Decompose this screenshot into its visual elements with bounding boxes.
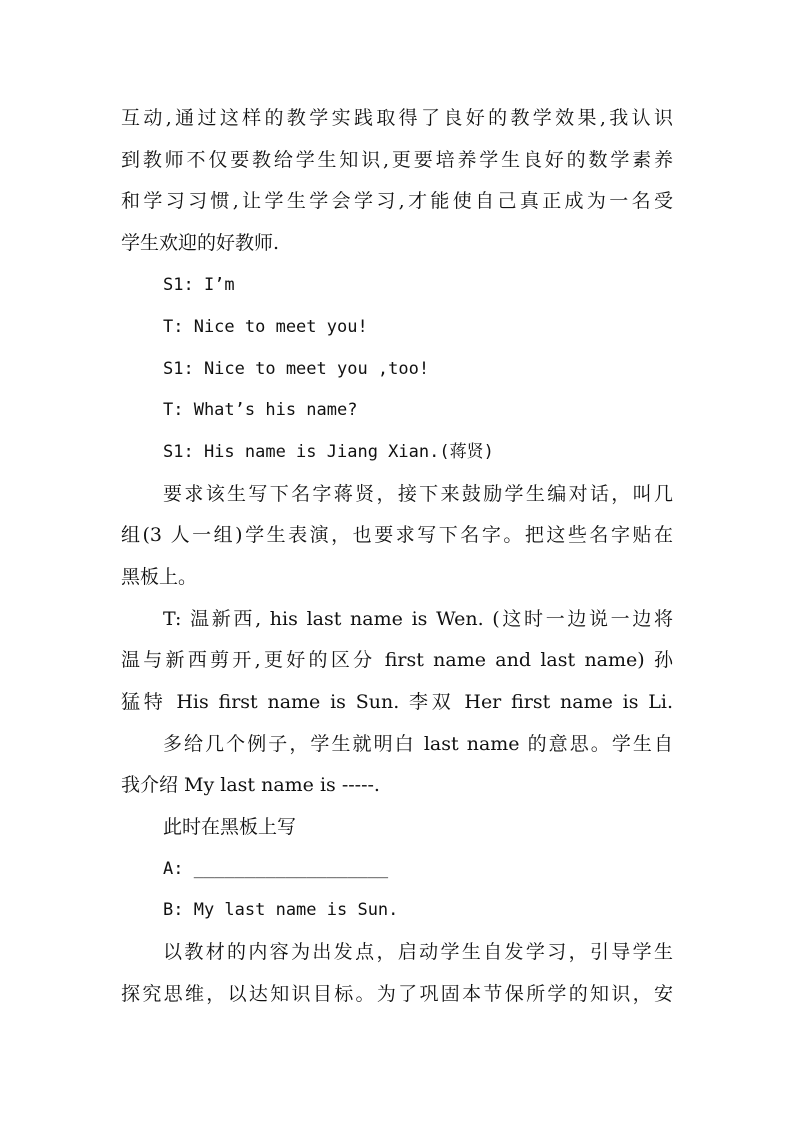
dialogue-line: T: Nice to meet you! [163, 317, 368, 337]
dialogue-line: A: ___________________ [163, 859, 389, 879]
paragraph-line: 到教师不仅要教给学生知识,更要培养学生良好的数学素养 [121, 149, 673, 171]
dialogue-line: S1: His name is Jiang Xian.(蒋贤) [163, 442, 494, 462]
paragraph-line: 组(3 人一组)学生表演，也要求写下名字。把这些名字贴在 [121, 524, 673, 546]
paragraph-line: 和学习习惯,让学生学会学习,才能使自己真正成为一名受 [121, 190, 673, 212]
paragraph-line: 互动,通过这样的教学实践取得了良好的教学效果,我认识 [121, 107, 673, 129]
dialogue-line: S1: Nice to meet you ,too! [163, 359, 430, 379]
paragraph-line: 以教材的内容为出发点，启动学生自发学习，引导学生 [163, 941, 673, 963]
paragraph-line: 多给几个例子，学生就明白 last name 的意思。学生自 [163, 733, 673, 755]
dialogue-line: S1: I’m [163, 275, 235, 295]
paragraph-line: 黑板上。 [121, 566, 198, 588]
paragraph-line: 猛特 His first name is Sun. 李双 Her first name is Li. [121, 691, 673, 713]
dialogue-line: T: What’s his name? [163, 400, 358, 420]
dialogue-line: B: My last name is Sun. [163, 900, 399, 920]
paragraph-line: 温与新西剪开,更好的区分 first name and last name) 孙 [121, 649, 673, 671]
paragraph-line: 学生欢迎的好教师. [121, 232, 280, 254]
paragraph-line: 我介绍 My last name is -----. [121, 774, 380, 796]
paragraph-line: 探究思维，以达知识目标。为了巩固本节保所学的知识，安 [121, 983, 673, 1005]
paragraph-line: T: 温新西, his last name is Wen. (这时一边说一边将 [163, 608, 673, 630]
paragraph-line: 要求该生写下名字蒋贤，接下来鼓励学生编对话，叫几 [163, 483, 673, 505]
paragraph-line: 此时在黑板上写 [163, 816, 297, 838]
